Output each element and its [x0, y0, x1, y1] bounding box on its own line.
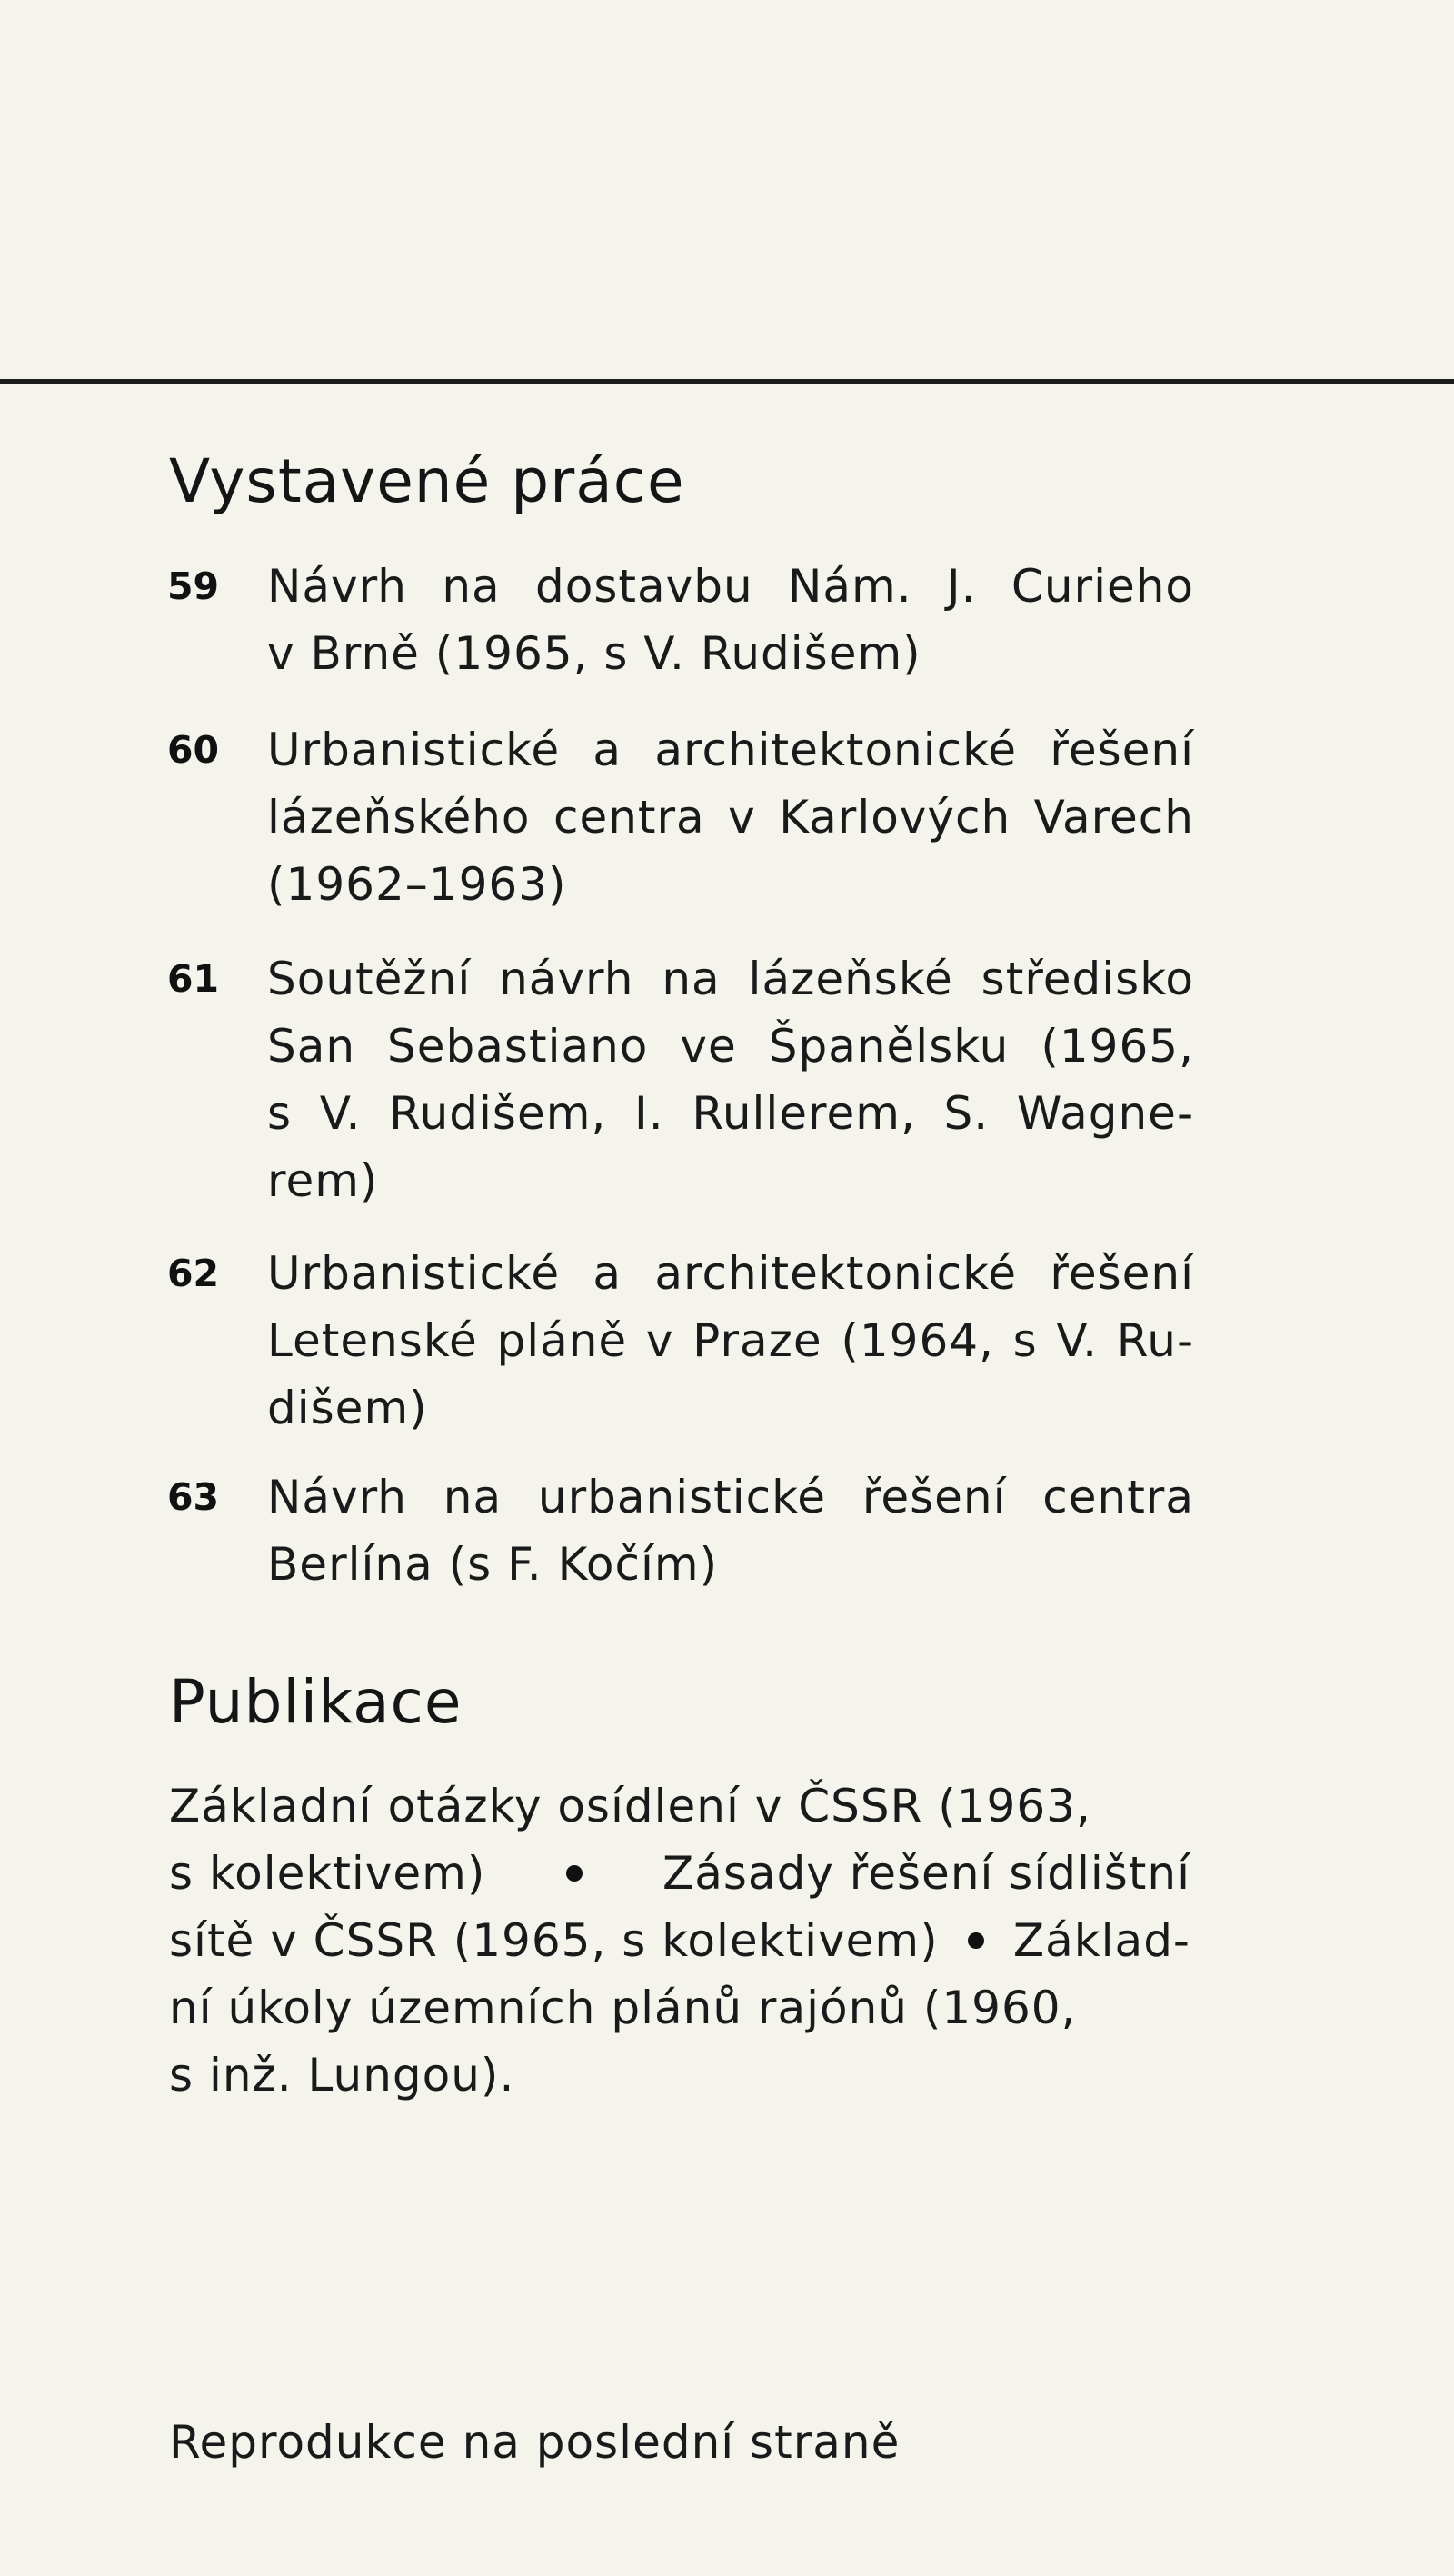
section-heading-exhibited-works: Vystavené práce: [169, 446, 685, 516]
entry-line: Návrh na urbanistické řešení centra: [267, 1471, 1194, 1523]
publication-line: [169, 1907, 1190, 1974]
entry-text: [267, 553, 1194, 687]
entry-line: Letenské pláně v Praze (1964, s V. Ru-: [267, 1314, 1194, 1367]
entry-text: [267, 716, 1194, 918]
bullet-separator-icon: [968, 1932, 984, 1949]
publication-text: s kolektivem): [169, 1847, 486, 1900]
publication-text: Základní otázky osídlení v ČSSR (1963,: [169, 1780, 1091, 1832]
publication-text: Základ-: [1012, 1914, 1190, 1967]
publications-paragraph: [169, 1772, 1190, 2109]
entry-number: 63: [167, 1475, 220, 1519]
entry-line: Urbanistické a architektonické řešení: [267, 1247, 1194, 1300]
entry-number: 59: [167, 564, 220, 608]
publication-line: [169, 1840, 1190, 1907]
reproduction-note: Reprodukce na poslední straně: [169, 2416, 901, 2469]
publication-line: [169, 1974, 1190, 2042]
entry-line: Návrh na dostavbu Nám. J. Curieho: [267, 560, 1194, 613]
entry-text: [267, 1240, 1194, 1442]
entry-text: [267, 1463, 1194, 1598]
entry-line: rem): [267, 1154, 379, 1207]
entry-line: lázeňského centra v Karlových Varech: [267, 791, 1194, 844]
top-rule: [0, 379, 1454, 384]
entry-line: San Sebastiano ve Španělsku (1965,: [267, 1020, 1194, 1073]
entry-line: Berlína (s F. Kočím): [267, 1538, 719, 1591]
entry-line: s V. Rudišem, I. Rullerem, S. Wagne-: [267, 1087, 1194, 1140]
publication-line: [169, 2042, 1190, 2109]
entry-line: dišem): [267, 1382, 428, 1434]
entry-line: (1962–1963): [267, 858, 567, 911]
entry-line: Soutěžní návrh na lázeňské středisko: [267, 953, 1194, 1005]
bullet-separator-icon: [566, 1865, 583, 1882]
entry-number: 60: [167, 728, 220, 772]
entry-text: [267, 945, 1194, 1214]
publication-text: ní úkoly územních plánů rajónů (1960,: [169, 1982, 1077, 2034]
entry-number: 62: [167, 1252, 220, 1295]
publication-text: Zásady řešení sídlištní: [662, 1847, 1190, 1900]
entry-line: Urbanistické a architektonické řešení: [267, 724, 1194, 776]
publication-text: s inž. Lungou).: [169, 2049, 515, 2102]
publication-text: sítě v ČSSR (1965, s kolektivem): [169, 1914, 939, 1967]
section-heading-publications: Publikace: [169, 1667, 463, 1737]
entry-number: 61: [167, 957, 220, 1001]
publication-line: [169, 1772, 1190, 1840]
entry-line: v Brně (1965, s V. Rudišem): [267, 627, 921, 680]
